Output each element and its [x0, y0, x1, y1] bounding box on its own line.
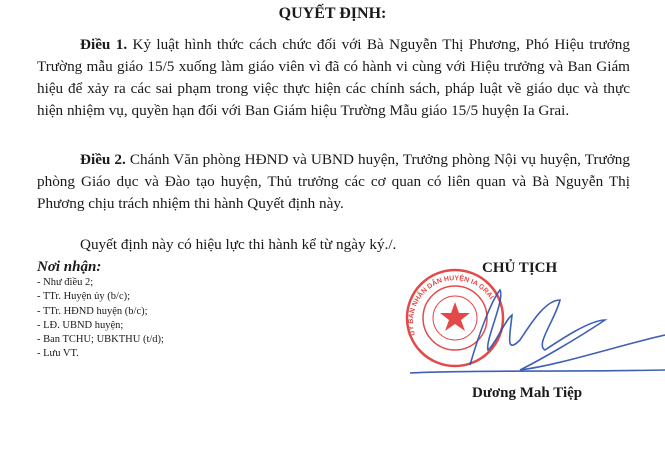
signature-icon	[410, 290, 665, 373]
stamp-text: ỦY BAN NHÂN DÂN HUYỆN IA GRAI	[407, 275, 495, 337]
recipient-item: - LĐ. UBND huyện;	[37, 319, 164, 333]
signer-position: CHỦ TỊCH	[482, 260, 558, 276]
recipient-item: - TTr. HĐND huyện (b/c);	[37, 305, 164, 319]
article-1-text: Kỷ luật hình thức cách chức đối với Bà Nguyễn Thị Phương, Phó Hiệu trưởng Trường mẫu giáo 15/5 xuống làm giáo viên vì đã có hành vi cùng với Hiệu trưởng và Ban Giám hiệu để xảy ra các sai phạm trong việc thực hiện các chính sách, pháp luật về giáo dục và thực hiện nhiệm vụ, quyền hạn đối với Ban Giám hiệu Trường Mẫu giáo 15/5 huyện Ia Grai.	[37, 36, 630, 119]
article-2-text: Chánh Văn phòng HĐND và UBND huyện, Trưởng phòng Nội vụ huyện, Trưởng phòng Giáo dục và Đào tạo huyện, Thủ trưởng các cơ quan có liên quan và Bà Nguyễn Thị Phương chịu trách nhiệm thi hành Quyết định này.	[37, 151, 630, 212]
recipient-item: - Như điều 2;	[37, 276, 164, 290]
official-stamp-icon	[407, 270, 503, 366]
decision-heading: QUYẾT ĐỊNH:	[278, 5, 387, 22]
signer-name: Dương Mah Tiệp	[472, 385, 583, 401]
recipient-item: - Ban TCHU; UBKTHU (t/d);	[37, 333, 164, 347]
recipients-title: Nơi nhận:	[37, 259, 102, 275]
article-2-label: Điều 2.	[80, 151, 126, 168]
recipient-item: - Lưu VT.	[37, 347, 164, 361]
effective-clause: Quyết định này có hiệu lực thi hành kể từ ngày ký./.	[80, 236, 397, 253]
article-1-label: Điều 1.	[80, 36, 128, 53]
recipient-item: - TTr. Huyện ủy (b/c);	[37, 290, 164, 304]
